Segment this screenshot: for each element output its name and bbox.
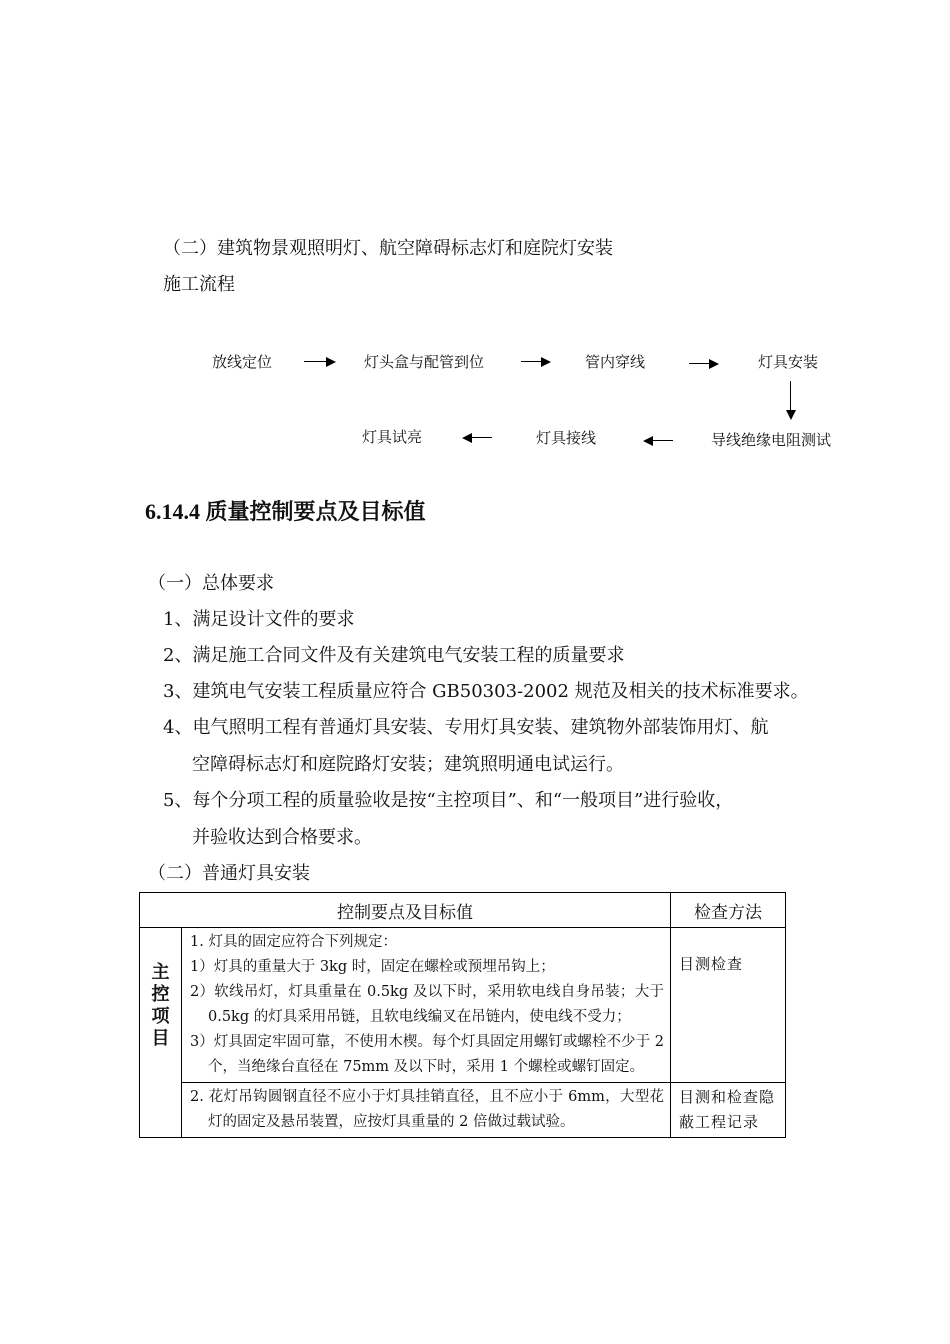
section-title: （二）建筑物景观照明灯、航空障碍标志灯和庭院灯安装 xyxy=(163,238,613,259)
control-point-line: 2. 花灯吊钩圆钢直径不应小于灯具挂销直径，且不应小于 6mm，大型花灯的固定及悬吊装置，应按灯具重量的 2 倍做过载试验。 xyxy=(190,1089,664,1130)
flow-step-4: 灯具安装 xyxy=(758,353,819,371)
table-row xyxy=(140,1083,786,1138)
check-method-1 xyxy=(671,928,786,1083)
quality-control-table xyxy=(139,892,786,1138)
general-item-5-cont: 并验收达到合格要求。 xyxy=(192,827,372,848)
header-check-method: 检查方法 xyxy=(671,893,786,928)
general-item-2: 2、满足施工合同文件及有关建筑电气安装工程的质量要求 xyxy=(163,645,625,666)
flow-step-2: 灯头盒与配管到位 xyxy=(364,353,485,371)
control-point-line: 1. 灯具的固定应符合下列规定： xyxy=(190,934,397,950)
flow-label: 施工流程 xyxy=(163,274,235,295)
control-point-line: 1）灯具的重量大于 3kg 时，固定在螺栓或预埋吊钩上； xyxy=(190,959,555,975)
flow-arrow-right-2 xyxy=(521,356,551,368)
general-item-1: 1、满足设计文件的要求 xyxy=(163,609,355,630)
check-method-2: 目测和检查隐蔽工程记录 xyxy=(671,1083,786,1138)
subsection-title: （二）普通灯具安装 xyxy=(148,863,310,884)
category-main-control xyxy=(140,928,182,1138)
control-point-line: 2）软线吊灯，灯具重量在 0.5kg 及以下时，采用软电线自身吊装；大于 0.5kg 的灯具采用吊链，且软电线编叉在吊链内，使电线不受力； xyxy=(190,984,664,1025)
flow-arrow-right-3 xyxy=(689,358,719,370)
category-char: 控 xyxy=(151,984,170,1005)
flow-step-7: 灯具试亮 xyxy=(362,428,423,446)
flow-step-6: 灯具接线 xyxy=(536,429,597,447)
general-item-5: 5、每个分项工程的质量验收是按“主控项目”、和“一般项目”进行验收， xyxy=(163,790,734,811)
flow-arrow-left-2 xyxy=(462,432,492,444)
category-char: 项 xyxy=(151,1006,170,1027)
general-item-3: 3、建筑电气安装工程质量应符合 GB50303-2002 规范及相关的技术标准要求。 xyxy=(163,681,809,702)
header-control-points: 控制要点及目标值 xyxy=(140,893,671,928)
flow-step-1: 放线定位 xyxy=(212,353,273,371)
general-title: （一）总体要求 xyxy=(148,573,274,594)
flow-arrow-left-1 xyxy=(643,435,673,447)
control-point-1 xyxy=(182,928,671,1083)
flow-step-3: 管内穿线 xyxy=(585,353,646,371)
control-point-2 xyxy=(182,1083,671,1138)
table-row xyxy=(140,928,786,1083)
section-heading: 6.14.4 质量控制要点及目标值 xyxy=(145,499,426,524)
check-method-text: 目测检查 xyxy=(679,955,744,973)
flow-arrow-down xyxy=(785,381,797,421)
general-item-4-cont: 空障碍标志灯和庭院路灯安装；建筑照明通电试运行。 xyxy=(192,754,624,775)
control-point-line: 3）灯具固定牢固可靠，不使用木楔。每个灯具固定用螺钉或螺栓不少于 2 个，当绝缘台直径在 75mm 及以下时，采用 1 个螺栓或螺钉固定。 xyxy=(190,1034,664,1075)
flow-arrow-right-1 xyxy=(304,356,336,368)
flow-step-5: 导线绝缘电阻测试 xyxy=(711,431,832,449)
category-char: 目 xyxy=(151,1028,170,1049)
table-header-row xyxy=(140,893,786,928)
general-item-4: 4、电气照明工程有普通灯具安装、专用灯具安装、建筑物外部装饰用灯、航 xyxy=(163,717,769,738)
category-char: 主 xyxy=(151,962,170,983)
